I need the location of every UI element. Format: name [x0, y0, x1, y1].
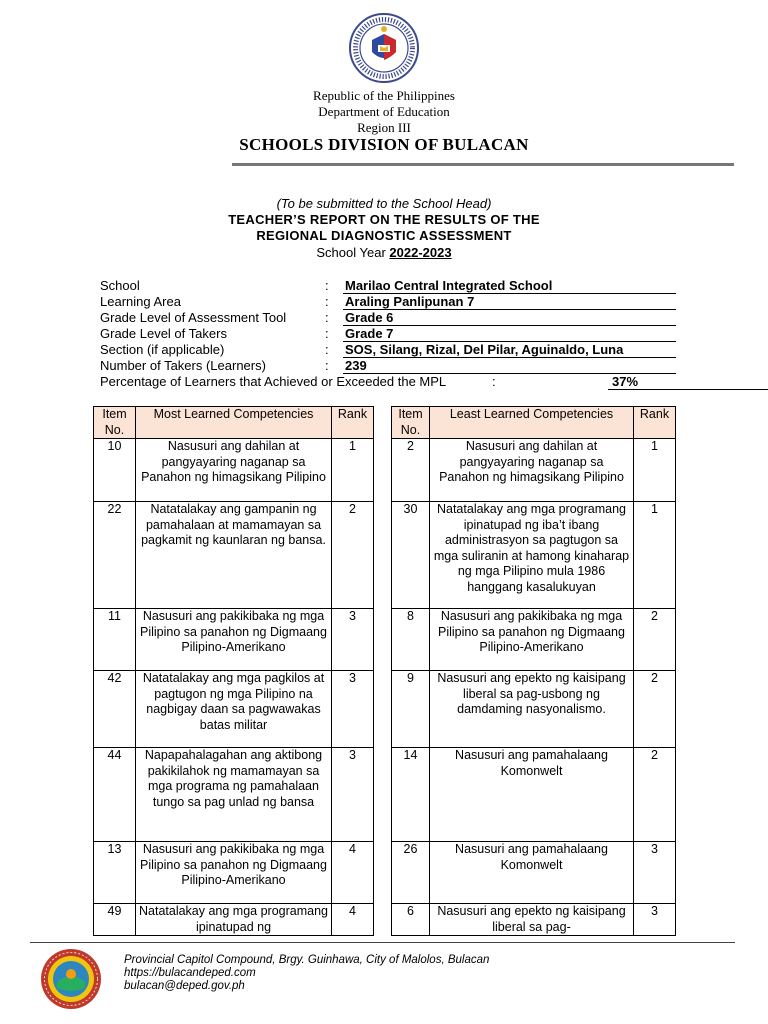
info-value: Araling Panlipunan 7 [343, 294, 676, 310]
info-colon: : [325, 278, 329, 293]
column-header: Least Learned Competencies [430, 407, 634, 439]
cell-rank: 2 [634, 671, 676, 748]
school-year-value: 2022-2023 [389, 245, 452, 260]
school-year [0, 245, 768, 260]
deped-seal-logo [348, 12, 420, 84]
cell-rank: 3 [634, 904, 676, 936]
cell-item: 49 [94, 904, 136, 936]
info-value: 239 [343, 358, 676, 374]
cell-rank: 4 [332, 904, 374, 936]
table-row [392, 609, 676, 671]
footer-website[interactable]: https://bulacandeped.com [124, 967, 256, 979]
cell-item: 26 [392, 842, 430, 904]
country-name: Republic of the Philippines [313, 88, 455, 103]
info-colon: : [325, 358, 329, 373]
cell-item: 13 [94, 842, 136, 904]
cell-rank: 4 [332, 842, 374, 904]
cell-item: 6 [392, 904, 430, 936]
table-row [94, 904, 374, 936]
cell-text: Natatalakay ang mga pagkilos at pagtugon ng mga Pilipino na nagbigay daan sa pagwawakas batas militar [136, 671, 332, 748]
cell-text: Nasusuri ang pamahalaang Komonwelt [430, 748, 634, 842]
cell-text: Nasusuri ang pakikibaka ng mga Pilipino sa panahon ng Digmaang Pilipino-Amerikano [136, 842, 332, 904]
column-header: Item No. [94, 407, 136, 439]
cell-rank: 3 [634, 842, 676, 904]
cell-item: 14 [392, 748, 430, 842]
cell-text: Nasusuri ang epekto ng kaisipang liberal sa pag-usbong ng damdaming nasyonalismo. [430, 671, 634, 748]
cell-rank: 1 [332, 439, 374, 502]
info-colon: : [492, 374, 496, 389]
cell-rank: 1 [634, 439, 676, 502]
table-row [94, 671, 374, 748]
table-row [94, 439, 374, 502]
info-row [100, 294, 680, 310]
cell-item: 9 [392, 671, 430, 748]
footer-address: Provincial Capitol Compound, Brgy. Guinhawa, City of Malolos, Bulacan [124, 954, 490, 966]
table-row [392, 502, 676, 609]
cell-rank: 2 [634, 609, 676, 671]
table-row [94, 609, 374, 671]
info-label: Number of Takers (Learners) [100, 358, 266, 373]
cell-text: Natatalakay ang mga programang ipinatupad ng [136, 904, 332, 936]
table-header-row [392, 407, 676, 439]
footer-divider [30, 942, 735, 943]
table-row [94, 842, 374, 904]
info-label: Section (if applicable) [100, 342, 225, 357]
column-header: Most Learned Competencies [136, 407, 332, 439]
least-learned-table [391, 406, 676, 936]
most-learned-table [93, 406, 374, 936]
table-row [94, 748, 374, 842]
cell-item: 11 [94, 609, 136, 671]
cell-text: Napapahalagahan ang aktibong pakikilahok ng mamamayan sa mga programa ng pamahalaan tungo sa pag unlad ng bansa [136, 748, 332, 842]
info-row [100, 278, 680, 294]
info-row [100, 342, 680, 358]
footer-contact [124, 954, 489, 993]
info-row [100, 358, 680, 374]
table-header-row [94, 407, 374, 439]
table-row [392, 748, 676, 842]
cell-rank: 3 [332, 671, 374, 748]
division-seal-logo [39, 948, 103, 1010]
cell-item: 2 [392, 439, 430, 502]
cell-text: Nasusuri ang dahilan at pangyayaring naganap sa Panahon ng himagsikang Pilipino [136, 439, 332, 502]
info-value: Grade 7 [343, 326, 676, 342]
table-row [392, 904, 676, 936]
info-label: School [100, 278, 140, 293]
table-row [392, 439, 676, 502]
column-header: Rank [332, 407, 374, 439]
info-label: Learning Area [100, 294, 181, 309]
school-year-label: School Year [316, 245, 386, 260]
cell-text: Nasusuri ang pamahalaang Komonwelt [430, 842, 634, 904]
division-name: SCHOOLS DIVISION OF BULACAN [239, 135, 529, 154]
report-title-line2: REGIONAL DIAGNOSTIC ASSESSMENT [256, 228, 512, 243]
cell-item: 44 [94, 748, 136, 842]
mpl-label: Percentage of Learners that Achieved or Exceeded the MPL [100, 374, 447, 389]
cell-item: 42 [94, 671, 136, 748]
cell-rank: 2 [634, 748, 676, 842]
header-divider [232, 163, 734, 166]
footer-email[interactable]: bulacan@deped.gov.ph [124, 980, 245, 992]
report-info [100, 278, 680, 390]
info-value: Grade 6 [343, 310, 676, 326]
cell-rank: 3 [332, 609, 374, 671]
cell-item: 8 [392, 609, 430, 671]
region-name: Region III [357, 120, 411, 135]
info-colon: : [325, 294, 329, 309]
mpl-row [100, 374, 680, 390]
column-header: Item No. [392, 407, 430, 439]
report-title-line1: TEACHER’S REPORT ON THE RESULTS OF THE [228, 212, 540, 227]
cell-text: Natatalakay ang gampanin ng pamahalaan at mamamayan sa pagkamit ng kaunlaran ng bansa. [136, 502, 332, 609]
cell-item: 22 [94, 502, 136, 609]
info-label: Grade Level of Takers [100, 326, 227, 341]
info-value: SOS, Silang, Rizal, Del Pilar, Aguinaldo, Luna [343, 342, 676, 358]
department-name: Department of Education [318, 104, 450, 119]
info-colon: : [325, 342, 329, 357]
cell-text: Nasusuri ang pakikibaka ng mga Pilipino sa panahon ng Digmaang Pilipino-Amerikano [136, 609, 332, 671]
cell-text: Nasusuri ang pakikibaka ng mga Pilipino sa panahon ng Digmaang Pilipino-Amerikano [430, 609, 634, 671]
cell-rank: 3 [332, 748, 374, 842]
cell-item: 30 [392, 502, 430, 609]
table-row [94, 502, 374, 609]
info-row [100, 326, 680, 342]
mpl-value: 37% [608, 374, 768, 390]
cell-text: Nasusuri ang epekto ng kaisipang liberal sa pag- [430, 904, 634, 936]
cell-rank: 2 [332, 502, 374, 609]
cell-text: Nasusuri ang dahilan at pangyayaring naganap sa Panahon ng himagsikang Pilipino [430, 439, 634, 502]
cell-text: Natatalakay ang mga programang ipinatupad ng iba’t ibang administrasyon sa pagtugon sa mga suliranin at hamong kinaharap ng mga Pilipino mula 1986 hanggang kasalukuyan [430, 502, 634, 609]
info-colon: : [325, 310, 329, 325]
info-row [100, 310, 680, 326]
info-colon: : [325, 326, 329, 341]
cell-item: 10 [94, 439, 136, 502]
column-header: Rank [634, 407, 676, 439]
cell-rank: 1 [634, 502, 676, 609]
table-row [392, 842, 676, 904]
info-value: Marilao Central Integrated School [343, 278, 676, 294]
info-label: Grade Level of Assessment Tool [100, 310, 287, 325]
submission-note: (To be submitted to the School Head) [276, 196, 492, 211]
table-row [392, 671, 676, 748]
